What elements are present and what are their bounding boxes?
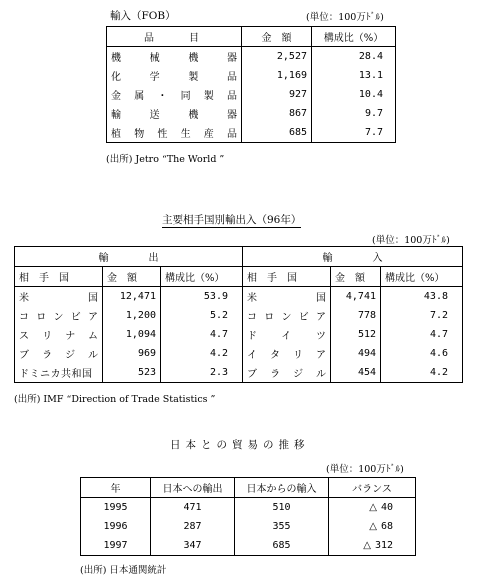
japan-year: 1995 xyxy=(103,502,128,513)
im-country: コロンビア xyxy=(243,306,331,325)
ex-amount: 1,200 xyxy=(103,306,161,325)
table-row xyxy=(15,325,463,344)
japan-year: 1996 xyxy=(103,521,128,532)
japan-balance: 40 xyxy=(380,502,393,513)
imports-item: 化学製品 xyxy=(111,72,237,83)
im-country: ドイツ xyxy=(243,325,331,344)
export-group-label: 輸 出 xyxy=(15,247,243,267)
table-row xyxy=(15,306,463,325)
japan-exports: 347 xyxy=(151,536,235,556)
im-share: 7.2 xyxy=(381,306,463,325)
table-row xyxy=(107,47,396,67)
imports-share: 9.7 xyxy=(312,104,396,123)
japan-title: 日本との貿易の推移 xyxy=(170,439,310,451)
table-row xyxy=(107,123,396,143)
japan-header-exports: 日本への輸出 xyxy=(151,478,235,498)
im-amount: 512 xyxy=(331,325,381,344)
triangle-icon: △ xyxy=(369,502,377,513)
ex-country: ブラジル xyxy=(19,350,98,361)
table-row xyxy=(107,104,396,123)
japan-balance: 68 xyxy=(380,521,393,532)
partners-header-row xyxy=(15,267,463,287)
table-row xyxy=(15,287,463,307)
triangle-icon: △ xyxy=(363,540,371,551)
table-row xyxy=(107,85,396,104)
ex-amount: 1,094 xyxy=(103,325,161,344)
imports-item: 輸送機器 xyxy=(111,110,237,121)
imports-amount: 867 xyxy=(242,104,312,123)
imports-item: 植物性生産品 xyxy=(111,129,237,140)
imports-table xyxy=(106,26,396,143)
partners-source: (出所) IMF “Direction of Trade Statistics ” xyxy=(14,394,216,405)
im-amount: 454 xyxy=(331,363,381,383)
partners-unit: (単位：100万ﾄﾞﾙ) xyxy=(372,235,450,246)
imports-title: 輸入（FOB） xyxy=(110,10,176,22)
partners-title xyxy=(162,212,301,227)
japan-exports: 471 xyxy=(151,498,235,518)
japan-imports: 355 xyxy=(235,517,329,536)
japan-header-imports: 日本からの輸入 xyxy=(235,478,329,498)
import-group-label: 輸 入 xyxy=(243,247,463,267)
ex-share: 5.2 xyxy=(161,306,243,325)
ex-amount: 969 xyxy=(103,344,161,363)
ex-share: 53.9 xyxy=(161,287,243,307)
im-country: イタリア xyxy=(243,344,331,363)
imports-amount: 2,527 xyxy=(242,47,312,67)
im-header-share: 構成比（%） xyxy=(381,267,463,287)
ex-country: 米 国 xyxy=(19,293,98,304)
table-row xyxy=(81,498,416,518)
partners-table xyxy=(14,246,463,383)
ex-amount: 523 xyxy=(103,363,161,383)
ex-amount: 12,471 xyxy=(103,287,161,307)
ex-country: スリナム xyxy=(19,331,98,342)
japan-balance-cell xyxy=(329,498,416,518)
im-header-amount: 金 額 xyxy=(331,267,381,287)
japan-balance-cell xyxy=(329,536,416,556)
im-amount: 494 xyxy=(331,344,381,363)
ex-header-amount: 金 額 xyxy=(103,267,161,287)
imports-header-amount: 金 額 xyxy=(242,27,312,47)
ex-share: 4.7 xyxy=(161,325,243,344)
im-amount: 4,741 xyxy=(331,287,381,307)
ex-share: 2.3 xyxy=(161,363,243,383)
im-header-country: 相 手 国 xyxy=(243,267,331,287)
partners-title-text: 主要相手国別輸出入（96年） xyxy=(162,214,302,226)
ex-country: ドミニカ共和国 xyxy=(19,369,93,380)
table-row xyxy=(81,517,416,536)
im-country: ブラジル xyxy=(243,363,331,383)
japan-header-row xyxy=(81,478,416,498)
japan-trade-table xyxy=(80,477,416,556)
imports-share: 7.7 xyxy=(312,123,396,143)
ex-header-country: 相 手 国 xyxy=(15,267,103,287)
imports-header-row xyxy=(107,27,396,47)
japan-imports: 685 xyxy=(235,536,329,556)
ex-country: コロンビア xyxy=(19,312,98,323)
imports-unit: (単位：100万ﾄﾞﾙ) xyxy=(306,12,384,23)
japan-balance-cell xyxy=(329,517,416,536)
imports-source: (出所) Jetro “The World ” xyxy=(106,154,225,165)
imports-amount: 1,169 xyxy=(242,66,312,85)
partners-group-header-row xyxy=(15,247,463,267)
im-amount: 778 xyxy=(331,306,381,325)
imports-amount: 927 xyxy=(242,85,312,104)
japan-balance: 312 xyxy=(374,540,393,551)
ex-share: 4.2 xyxy=(161,344,243,363)
japan-source: (出所) 日本通関統計 xyxy=(80,565,167,576)
im-share: 4.2 xyxy=(381,363,463,383)
im-share: 43.8 xyxy=(381,287,463,307)
table-row xyxy=(81,536,416,556)
imports-header-item: 品 目 xyxy=(107,27,242,47)
imports-share: 10.4 xyxy=(312,85,396,104)
ex-header-share: 構成比（%） xyxy=(161,267,243,287)
imports-item: 機械機器 xyxy=(111,53,237,64)
imports-share: 13.1 xyxy=(312,66,396,85)
japan-year: 1997 xyxy=(103,540,128,551)
triangle-icon: △ xyxy=(369,521,377,532)
imports-header-share: 構成比（%） xyxy=(312,27,396,47)
japan-header-balance: バランス xyxy=(329,478,416,498)
japan-header-year: 年 xyxy=(81,478,151,498)
japan-unit: (単位：100万ﾄﾞﾙ) xyxy=(326,464,404,475)
table-row xyxy=(15,363,463,383)
im-share: 4.7 xyxy=(381,325,463,344)
imports-item: 金属・同製品 xyxy=(111,91,237,102)
imports-share: 28.4 xyxy=(312,47,396,67)
table-row xyxy=(107,66,396,85)
japan-imports: 510 xyxy=(235,498,329,518)
im-share: 4.6 xyxy=(381,344,463,363)
table-row xyxy=(15,344,463,363)
japan-exports: 287 xyxy=(151,517,235,536)
imports-amount: 685 xyxy=(242,123,312,143)
im-country: 米 国 xyxy=(243,287,331,307)
